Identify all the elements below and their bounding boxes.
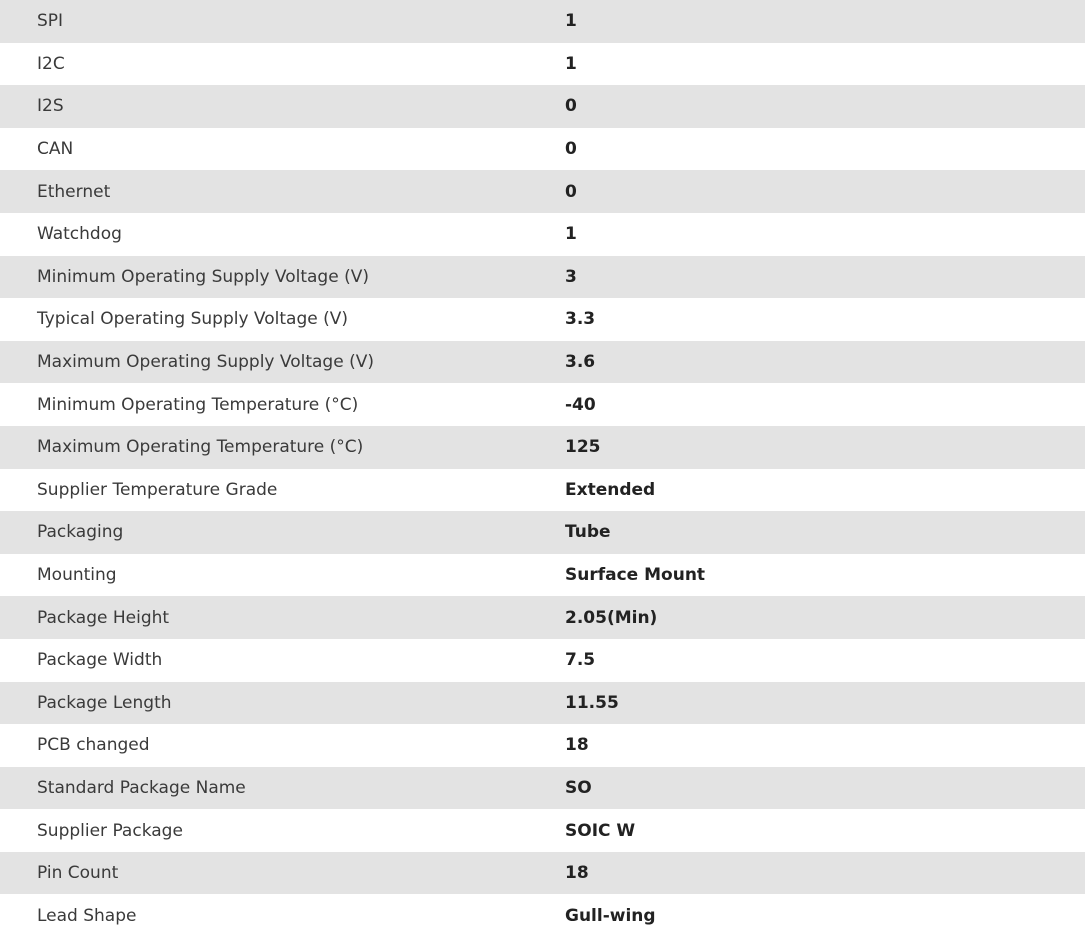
spec-label: Supplier Package [37, 820, 183, 841]
spec-label: Ethernet [37, 181, 111, 202]
spec-value: -40 [565, 394, 596, 415]
spec-row-pcb-changed [0, 724, 1085, 767]
spec-label: Mounting [37, 565, 117, 586]
spec-row-max-supply-voltage [0, 341, 1085, 384]
spec-value: 18 [565, 863, 589, 884]
spec-row-lead-shape [0, 894, 1085, 937]
spec-value: 3.3 [565, 309, 596, 330]
spec-value: 125 [565, 437, 601, 458]
spec-value: 1 [565, 11, 577, 32]
spec-value: 1 [565, 224, 577, 245]
spec-row-min-supply-voltage [0, 256, 1085, 299]
spec-label: Maximum Operating Supply Voltage (V) [37, 352, 374, 373]
spec-row-package-height [0, 596, 1085, 639]
spec-row-mounting [0, 554, 1085, 597]
spec-row-package-length [0, 682, 1085, 725]
spec-label: Package Width [37, 650, 163, 671]
spec-label: I2S [37, 96, 64, 117]
spec-label: PCB changed [37, 735, 150, 756]
spec-row-supplier-package [0, 809, 1085, 852]
spec-label: CAN [37, 139, 74, 160]
spec-label: Typical Operating Supply Voltage (V) [37, 309, 348, 330]
spec-value: 0 [565, 181, 577, 202]
spec-label: Package Height [37, 607, 170, 628]
spec-value: SO [565, 777, 592, 798]
spec-value: 2.05(Min) [565, 607, 658, 628]
spec-value: 1 [565, 53, 577, 74]
spec-label: Maximum Operating Temperature (°C) [37, 437, 364, 458]
spec-value: 3 [565, 266, 577, 287]
spec-value: Gull-wing [565, 905, 656, 926]
spec-label: Lead Shape [37, 905, 137, 926]
spec-value: 3.6 [565, 352, 596, 373]
spec-row-temperature-grade [0, 469, 1085, 512]
spec-label: Pin Count [37, 863, 119, 884]
spec-value: 7.5 [565, 650, 596, 671]
spec-value: 0 [565, 96, 577, 117]
spec-label: Supplier Temperature Grade [37, 479, 278, 500]
spec-row-min-operating-temp [0, 383, 1085, 426]
spec-row-pin-count [0, 852, 1085, 895]
spec-row-typ-supply-voltage [0, 298, 1085, 341]
spec-label: Packaging [37, 522, 124, 543]
spec-row-package-width [0, 639, 1085, 682]
spec-row-watchdog [0, 213, 1085, 256]
spec-label: I2C [37, 53, 65, 74]
spec-value: SOIC W [565, 820, 636, 841]
spec-value: 18 [565, 735, 589, 756]
spec-row-ethernet [0, 170, 1085, 213]
spec-label: Watchdog [37, 224, 122, 245]
spec-value: 0 [565, 139, 577, 160]
spec-row-i2c [0, 43, 1085, 86]
spec-label: SPI [37, 11, 64, 32]
spec-label: Standard Package Name [37, 777, 246, 798]
spec-row-packaging [0, 511, 1085, 554]
spec-value: Tube [565, 522, 611, 543]
spec-value: Surface Mount [565, 565, 706, 586]
spec-row-spi [0, 0, 1085, 43]
spec-row-i2s [0, 85, 1085, 128]
spec-row-can [0, 128, 1085, 171]
spec-label: Minimum Operating Supply Voltage (V) [37, 266, 369, 287]
spec-label: Package Length [37, 692, 172, 713]
spec-label: Minimum Operating Temperature (°C) [37, 394, 359, 415]
spec-value: 11.55 [565, 692, 619, 713]
spec-row-standard-package-name [0, 767, 1085, 810]
spec-row-max-operating-temp [0, 426, 1085, 469]
spec-value: Extended [565, 479, 656, 500]
